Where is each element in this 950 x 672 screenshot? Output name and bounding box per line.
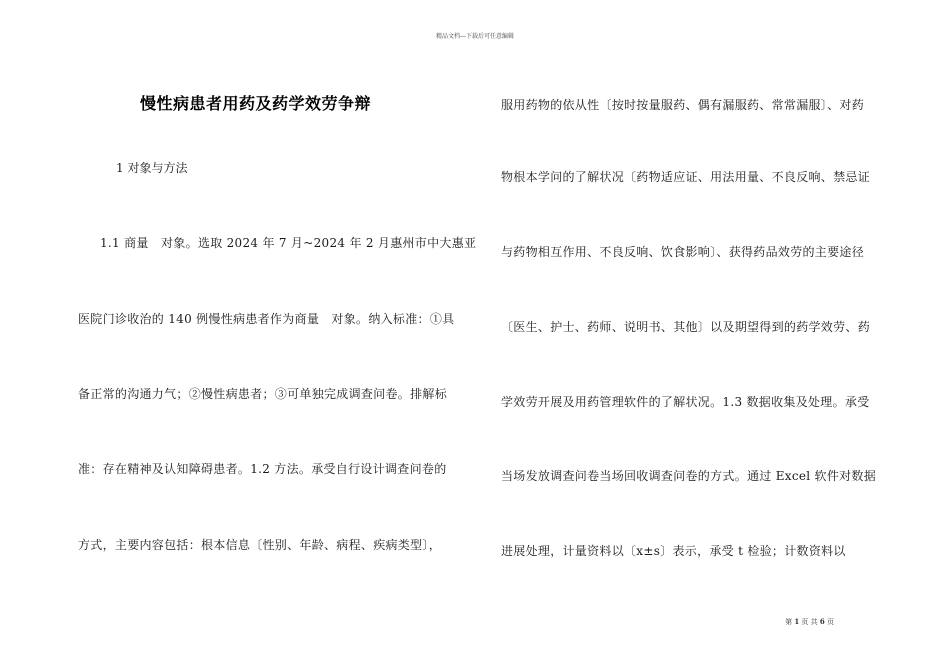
paragraph-line: 进展处理，计量资料以〔x±s〕表示，承受 t 检验；计数资料以 [501, 544, 846, 558]
paragraph-line: 服用药物的依从性〔按时按量服药、偶有漏服药、常常漏服〕、对药 [501, 98, 865, 112]
document-title: 慢性病患者用药及药学效劳争辩 [140, 94, 372, 113]
paragraph-line: 方式，主要内容包括：根本信息〔性别、年龄、病程、疾病类型〕， [78, 538, 442, 552]
total-page-number: 6 [819, 617, 825, 626]
header-note: 精品文档---下载后可任意编辑 [435, 33, 515, 40]
paragraph-line: 医院门诊收治的 140 例慢性病患者作为商量 对象。纳入标准：①具 [78, 312, 455, 326]
page-number [785, 617, 834, 627]
paragraph-line: 学效劳开展及用药管理软件的了解状况。1.3 数据收集及处理。承受 [501, 395, 870, 409]
page-number-prefix: 第 [785, 618, 793, 626]
paragraph-line: 物根本学问的了解状况〔药物适应证、用法用量、不良反响、禁忌证 [501, 170, 871, 184]
current-page-number: 1 [794, 617, 800, 626]
paragraph-line: 〔医生、护士、药师、说明书、其他〕以及期望得到的药学效劳、药 [501, 320, 871, 334]
paragraph-line: 与药物相互作用、不良反响、饮食影响〕、获得药品效劳的主要途径 [501, 245, 865, 259]
paragraph-line: 1.1 商量 对象。选取 2024 年 7 月~2024 年 2 月惠州市中大惠亚 [100, 236, 477, 250]
page-number-middle: 页 共 [801, 618, 818, 626]
paragraph-line: 当场发放调查问卷当场回收调查问卷的方式。通过 Excel 软件对数据 [501, 469, 877, 483]
page-number-suffix: 页 [827, 618, 834, 626]
paragraph-line: 准：存在精神及认知障碍患者。1.2 方法。承受自行设计调查问卷的 [78, 462, 447, 476]
paragraph-line: 备正常的沟通力气；②慢性病患者；③可单独完成调查问卷。排解标 [78, 387, 448, 401]
section-heading: 1 对象与方法 [116, 161, 188, 175]
